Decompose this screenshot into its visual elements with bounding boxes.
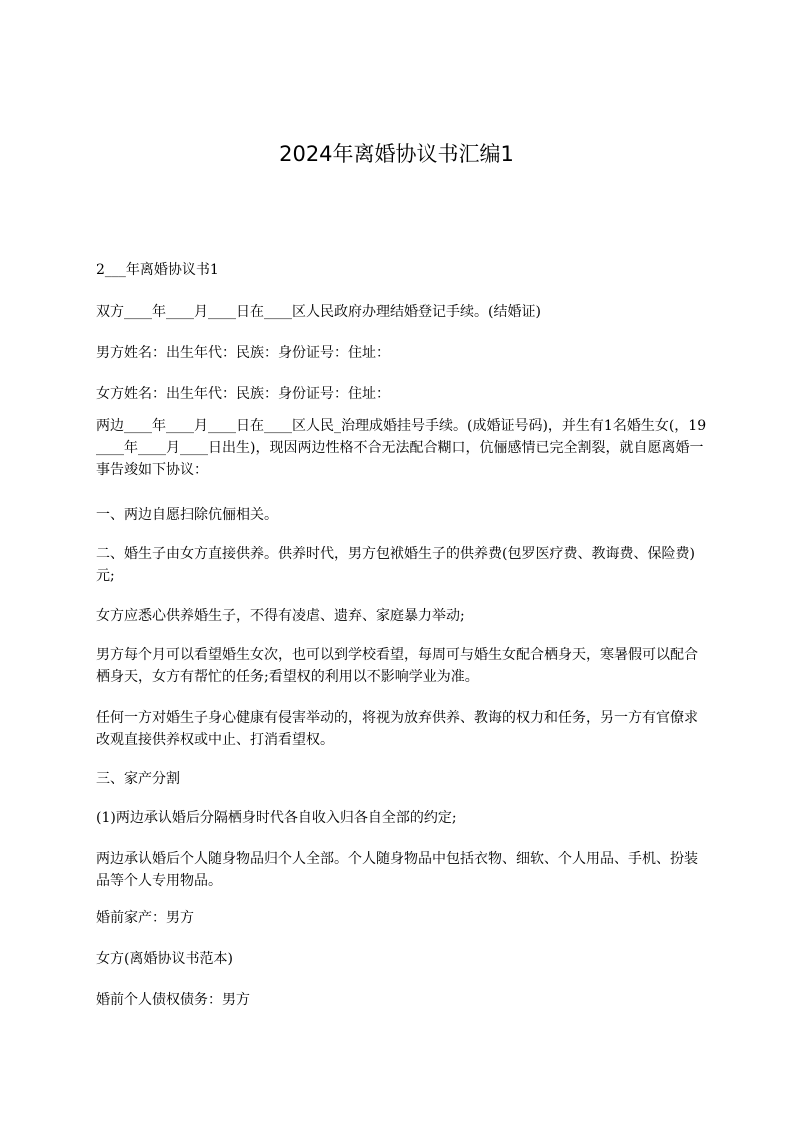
paragraph-premarital-property: 婚前家产：男方 xyxy=(96,910,194,926)
paragraph-clause-1: 一、两边自愿扫除伉俪相关。 xyxy=(96,507,278,523)
document-title: 2024年离婚协议书汇编1 xyxy=(279,142,514,166)
paragraph-female-info: 女方姓名：出生年代：民族：身份证号：住址： xyxy=(96,386,390,402)
paragraph-personal-items: 两边承认婚后个人随身物品归个人全部。个人随身物品中包括衣物、细软、个人用品、手机、扮装品等个人专用物品。 xyxy=(96,851,698,889)
paragraph-visitation: 男方每个月可以看望婚生女次，也可以到学校看望，每周可与婚生女配合栖身天，寒暑假可以配合栖身天，女方有帮忙的任务;看望权的利用以不影响学业为准。 xyxy=(96,647,698,685)
paragraph-female-property: 女方(离婚协议书范本) xyxy=(96,951,233,967)
paragraph-heading: 2___年离婚协议书1 xyxy=(96,262,219,278)
paragraph-premarital-debt: 婚前个人债权债务：男方 xyxy=(96,992,250,1008)
paragraph-background: 两边____年____月____日在____区人民_治理成婚挂号手续。(成婚证号码)，并生有1名婚生女(，19____年____月____日出生)，现因两边性格不合无法配合糊口，伉俪感情已完全割裂，就自愿离婚一事告竣如下协议： xyxy=(96,418,707,478)
paragraph-income: (1)两边承认婚后分隔栖身时代各自收入归各自全部的约定; xyxy=(96,810,457,826)
paragraph-clause-2: 二、婚生子由女方直接供养。供养时代，男方包袱婚生子的供养费(包罗医疗费、教诲费、保险费)元; xyxy=(96,546,695,584)
paragraph-marriage-registration: 双方____年____月____日在____区人民政府办理结婚登记手续。(结婚证) xyxy=(96,304,541,320)
paragraph-clause-3: 三、家产分割 xyxy=(96,771,180,787)
paragraph-male-info: 男方姓名：出生年代：民族：身份证号：住址： xyxy=(96,345,390,361)
paragraph-care-duty: 女方应悉心供养婚生子，不得有凌虐、遗弃、家庭暴力举动; xyxy=(96,608,465,624)
paragraph-custody-change: 任何一方对婚生子身心健康有侵害举动的，将视为放弃供养、教诲的权力和任务，另一方有官僚求改观直接供养权或中止、打消看望权。 xyxy=(96,710,698,748)
